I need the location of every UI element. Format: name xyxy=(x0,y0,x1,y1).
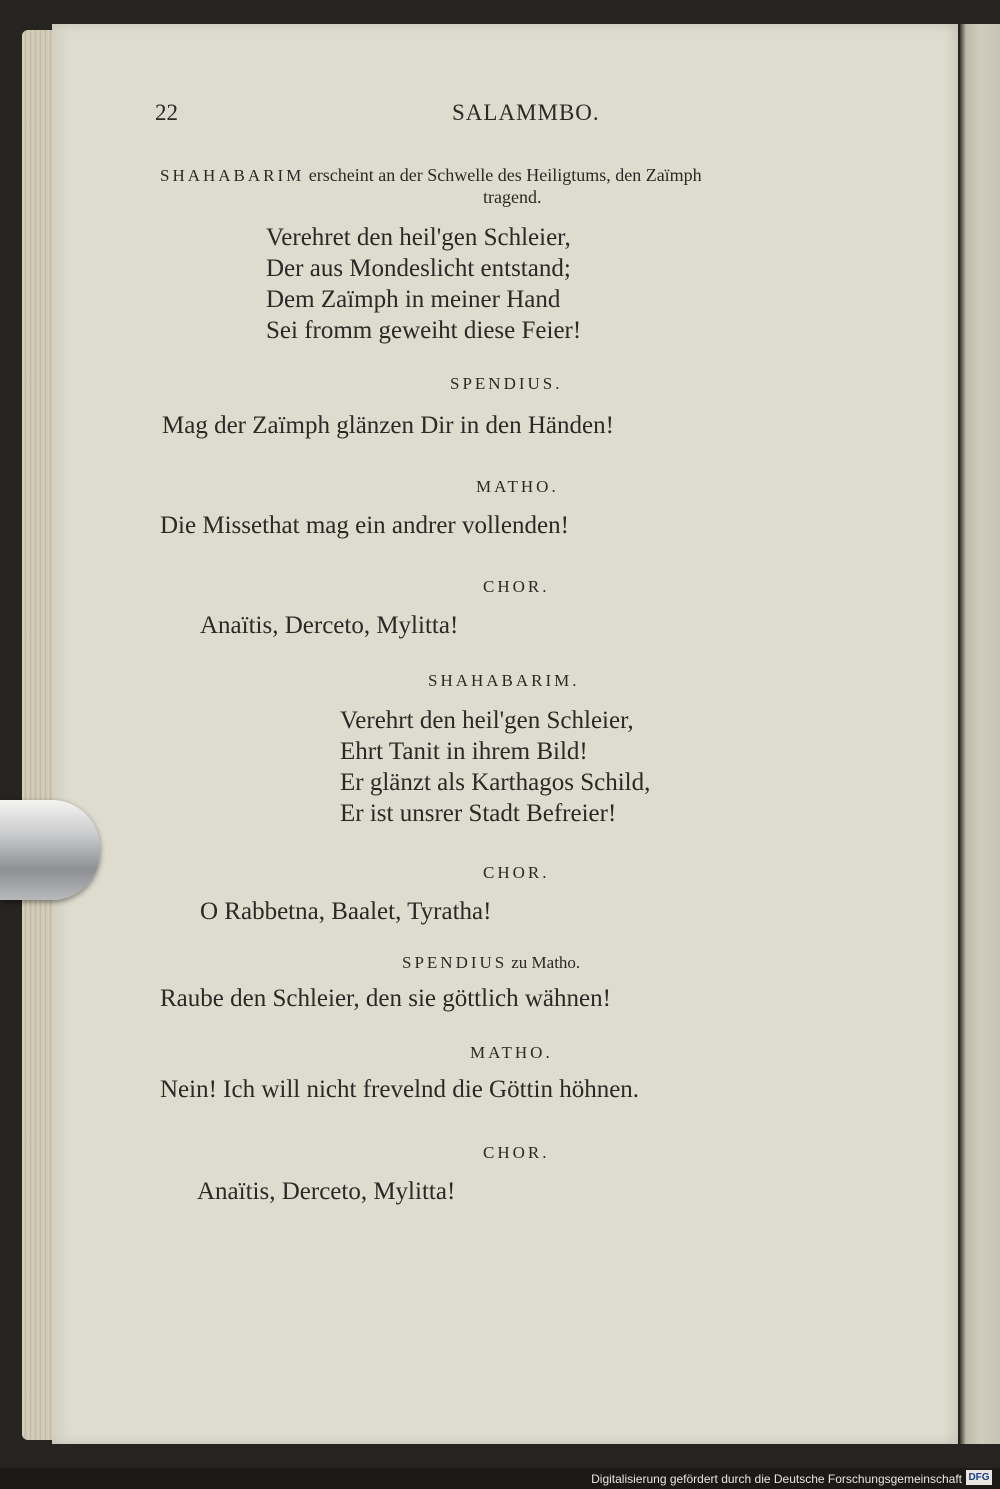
page-number: 22 xyxy=(155,100,178,125)
verse-line: Er glänzt als Karthagos Schild, xyxy=(340,769,651,796)
stage-speaker: SHAHABARIM xyxy=(160,166,305,185)
dialogue-line: Mag der Zaïmph glänzen Dir in den Händen! xyxy=(162,412,614,439)
verse-line: Verehrt den heil'gen Schleier, xyxy=(340,707,634,734)
verse-line: Sei fromm geweiht diese Feier! xyxy=(266,317,582,344)
verse-block-1 xyxy=(266,222,581,346)
stage-text-line2: tragend. xyxy=(483,187,542,207)
stage-direction xyxy=(160,165,702,186)
speaker-chor: CHOR. xyxy=(483,863,550,882)
facing-page-edge xyxy=(960,24,1000,1444)
verse-line: Der aus Mondeslicht entstand; xyxy=(266,255,571,282)
dialogue-line: O Rabbetna, Baalet, Tyratha! xyxy=(200,898,492,925)
speaker-matho: MATHO. xyxy=(470,1043,553,1062)
running-title: SALAMMBO. xyxy=(452,100,600,125)
dfg-logo: DFG xyxy=(966,1470,992,1485)
dialogue-line: Nein! Ich will nicht frevelnd die Göttin höhnen. xyxy=(160,1076,640,1103)
speaker-chor: CHOR. xyxy=(483,1143,550,1162)
speaker-spendius: SPENDIUS xyxy=(402,953,508,972)
speaker-note: zu Matho. xyxy=(511,953,581,972)
speaker-matho: MATHO. xyxy=(476,477,559,496)
verse-line: Dem Zaïmph in meiner Hand xyxy=(266,286,561,313)
speaker-spendius-aside xyxy=(402,953,580,973)
verse-block-2 xyxy=(340,705,650,829)
dialogue-line: Anaïtis, Derceto, Mylitta! xyxy=(200,612,459,639)
digitization-credit: Digitalisierung gefördert durch die Deutsche Forschungsgemeinschaft xyxy=(591,1472,962,1486)
speaker-chor: CHOR. xyxy=(483,577,550,596)
speaker-shahabarim: SHAHABARIM. xyxy=(428,671,580,690)
verse-line: Verehret den heil'gen Schleier, xyxy=(266,224,571,251)
verse-line: Er ist unsrer Stadt Befreier! xyxy=(340,800,617,827)
dialogue-line: Die Missethat mag ein andrer vollenden! xyxy=(160,512,569,539)
dialogue-line: Raube den Schleier, den sie göttlich wähnen! xyxy=(160,985,611,1012)
speaker-spendius: SPENDIUS. xyxy=(450,374,563,393)
page-clip xyxy=(0,800,100,900)
verse-line: Ehrt Tanit in ihrem Bild! xyxy=(340,738,588,765)
dialogue-line: Anaïtis, Derceto, Mylitta! xyxy=(197,1178,456,1205)
stage-text-line1: erscheint an der Schwelle des Heiligtums, den Zaïmph xyxy=(308,165,702,185)
